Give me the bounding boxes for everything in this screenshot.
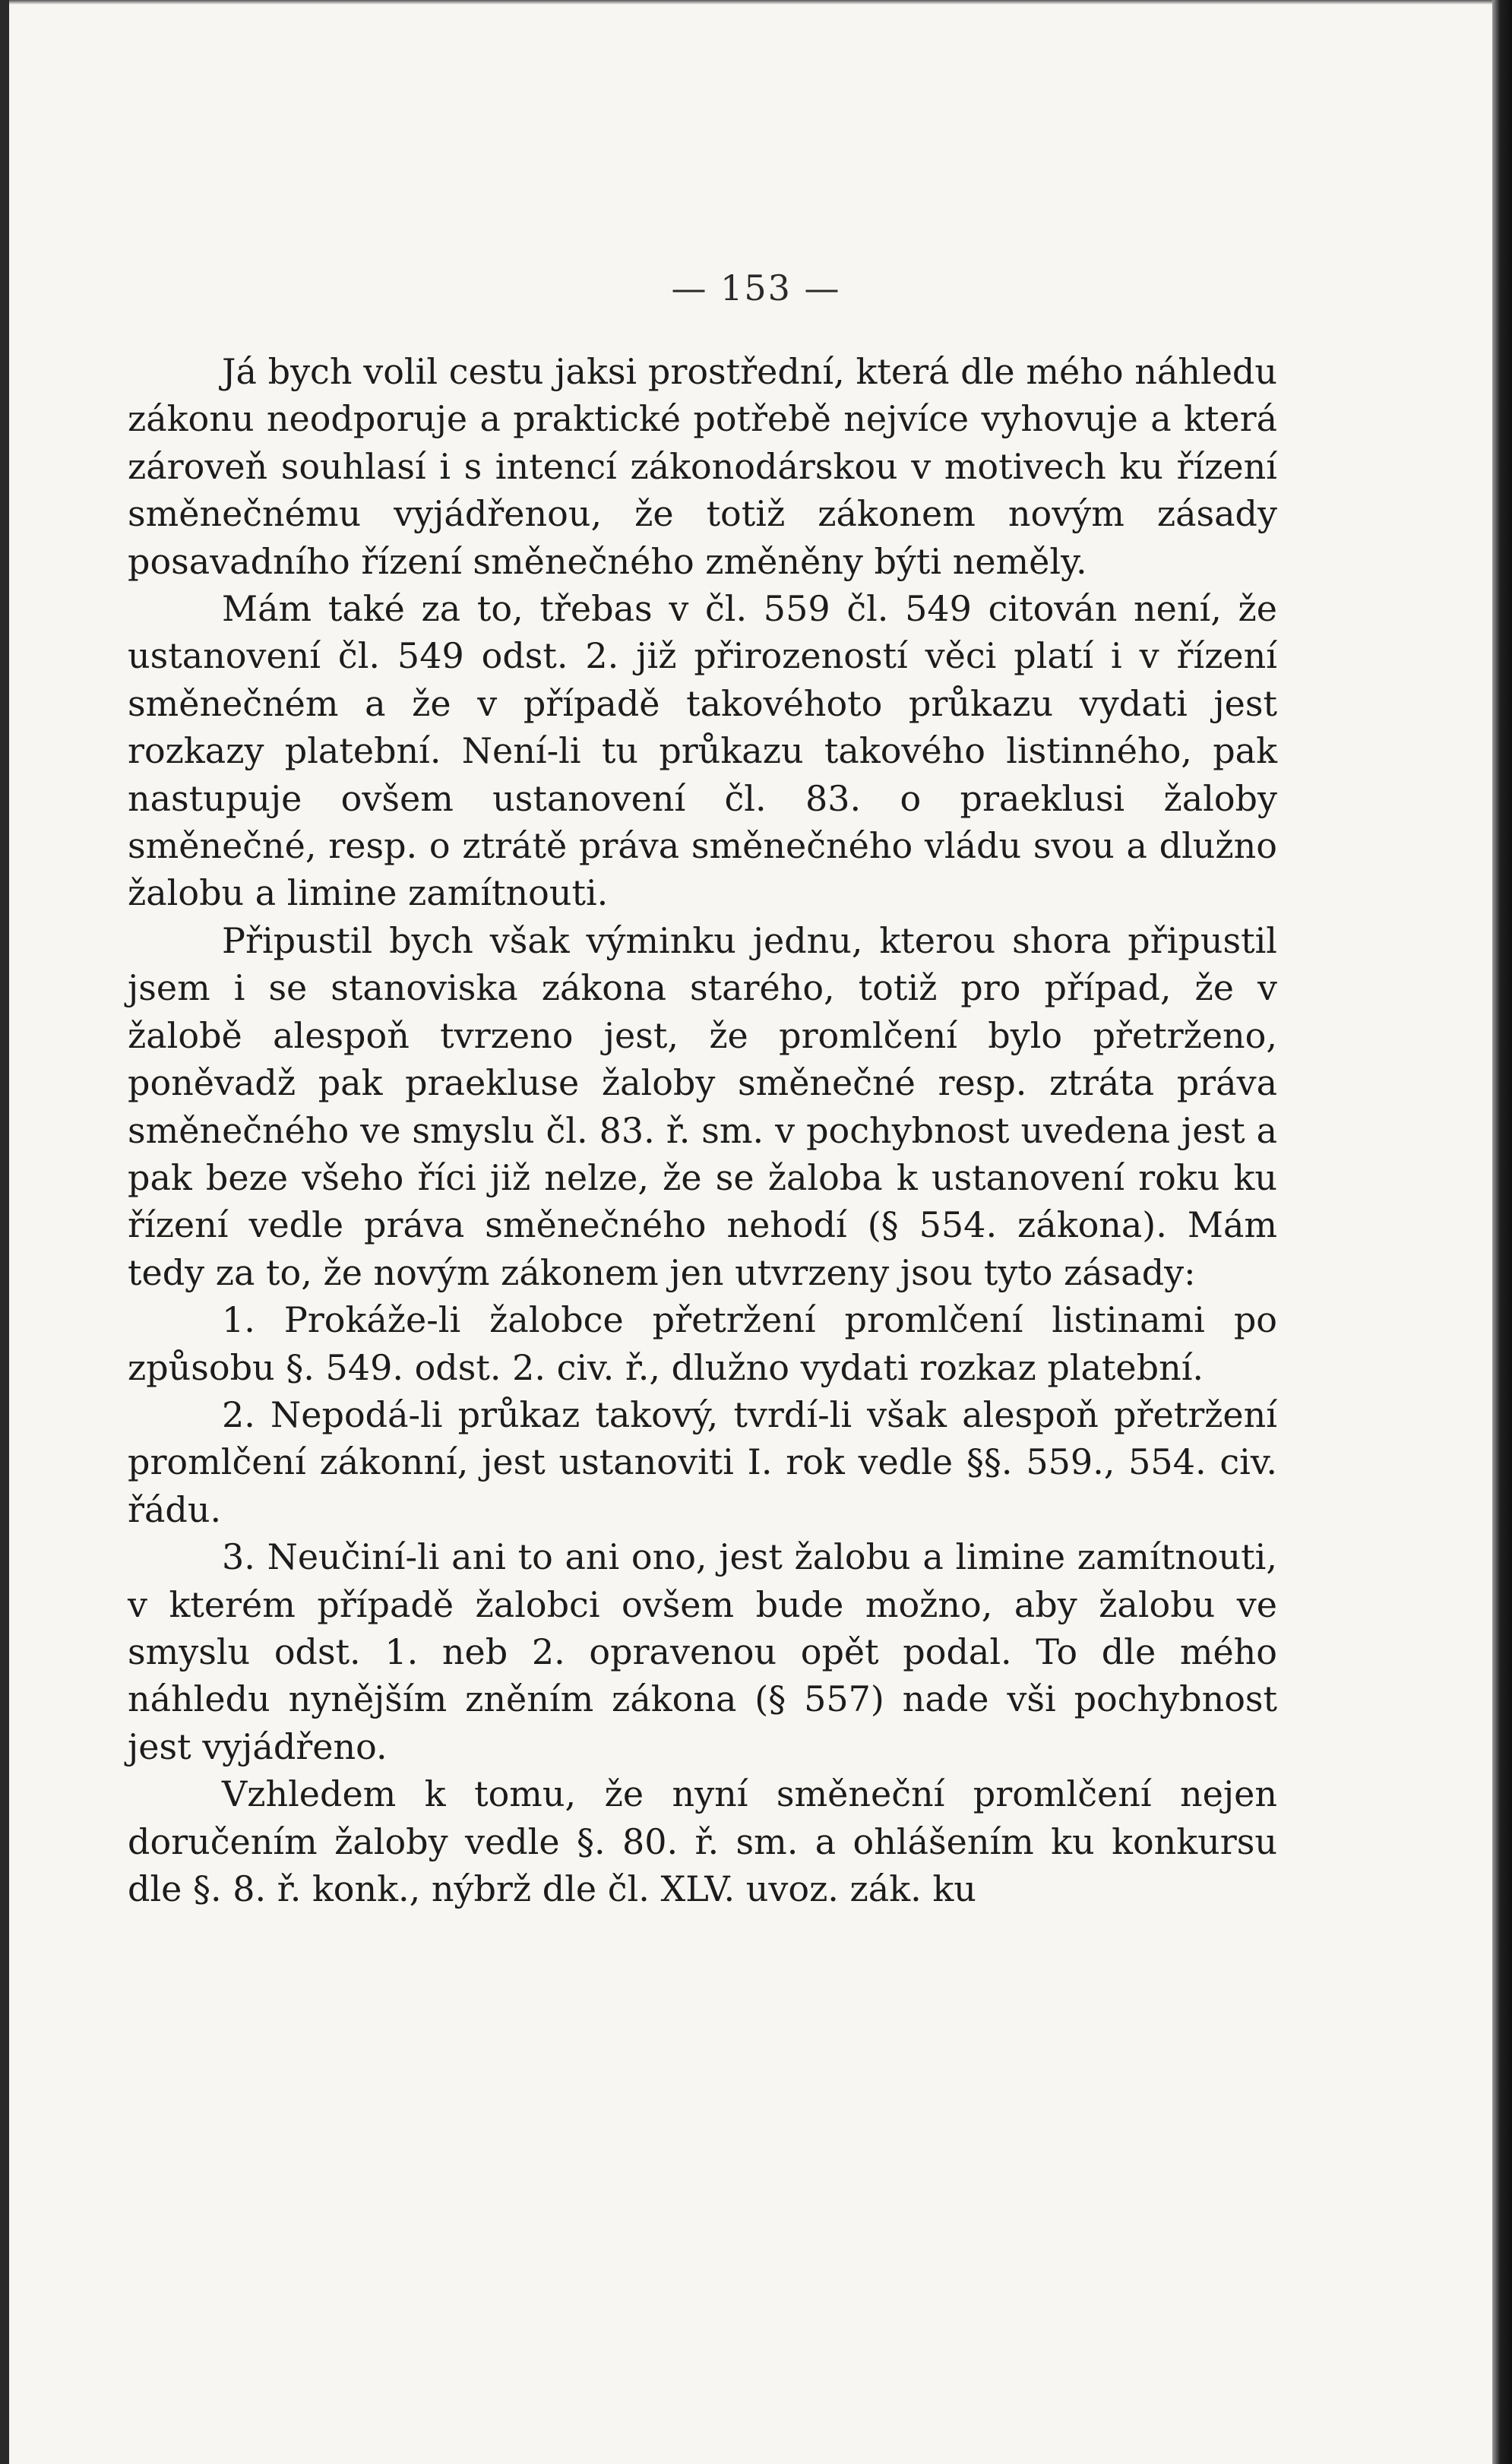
- page-number: — 153 —: [671, 267, 841, 308]
- paragraph-4: Vzhledem k tomu, že nyní směneční promlčení nejen doručením žaloby vedle §. 80. ř. sm. a ohlášením ku konkursu dle §. 8. ř. konk., nýbrž dle čl. XLV. uvoz. zák. ku: [128, 1773, 1277, 1909]
- list-item-2: 2. Nepodá-li průkaz takový, tvrdí-li však alespoň přetržení promlčení zákonní, jest ustanoviti I. rok vedle §§. 559., 554. civ. řádu.: [128, 1393, 1277, 1530]
- paragraph-1: Já bych volil cestu jaksi prostřední, která dle mého náhledu zákonu neodporuje a praktické potřebě nejvíce vyhovuje a která zároveň souhlasí i s intencí zákonodárskou v motivech ku řízení směnečnému vyjádřenou, že totiž zákonem novým zásady posavadního řízení směnečného změněny býti neměly.: [128, 351, 1277, 582]
- list-item-1: 1. Prokáže-li žalobce přetržení promlčení listinami po způsobu §. 549. odst. 2. civ. ř., dlužno vydati rozkaz platební.: [128, 1299, 1277, 1388]
- paragraph-2: Mám také za to, třebas v čl. 559 čl. 549 citován není, že ustanovení čl. 549 odst. 2. již přirozeností věci platí i v řízení směnečném a že v případě takovéhoto průkazu vydati jest rozkazy platební. Není-li tu průkazu takového listinného, pak nastupuje ovšem ustanovení čl. 83. o praeklusi žaloby směnečné, resp. o ztrátě práva směnečného vládu svou a dlužno žalobu a limine zamítnouti.: [128, 588, 1277, 914]
- scan-edge-right: [1492, 0, 1512, 2464]
- paragraph-3: Připustil bych však výminku jednu, kterou shora připustil jsem i se stanoviska zákona starého, totiž pro případ, že v žalobě alespoň tvrzeno jest, že promlčení bylo přetrženo, poněvadž pak praekluse žaloby směnečné resp. ztráta práva směnečného ve smyslu čl. 83. ř. sm. v pochybnost uvedena jest a pak beze všeho říci již nelze, že se žaloba k ustanovení roku ku řízení vedle práva směnečného nehodí (§ 554. zákona). Mám tedy za to, že novým zákonem jen utvrzeny jsou tyto zásady:: [128, 919, 1277, 1293]
- scan-edge-top: [0, 0, 1512, 5]
- list-item-3: 3. Neučiní-li ani to ani ono, jest žalobu a limine zamítnouti, v kterém případě žalobci ovšem bude možno, aby žalobu ve smyslu odst. 1. neb 2. opravenou opět podal. To dle mého náhledu nynějším zněním zákona (§ 557) nade vši pochybnost jest vyjádřeno.: [128, 1536, 1277, 1767]
- body-text: [128, 348, 1277, 1912]
- scan-edge-left: [0, 0, 9, 2464]
